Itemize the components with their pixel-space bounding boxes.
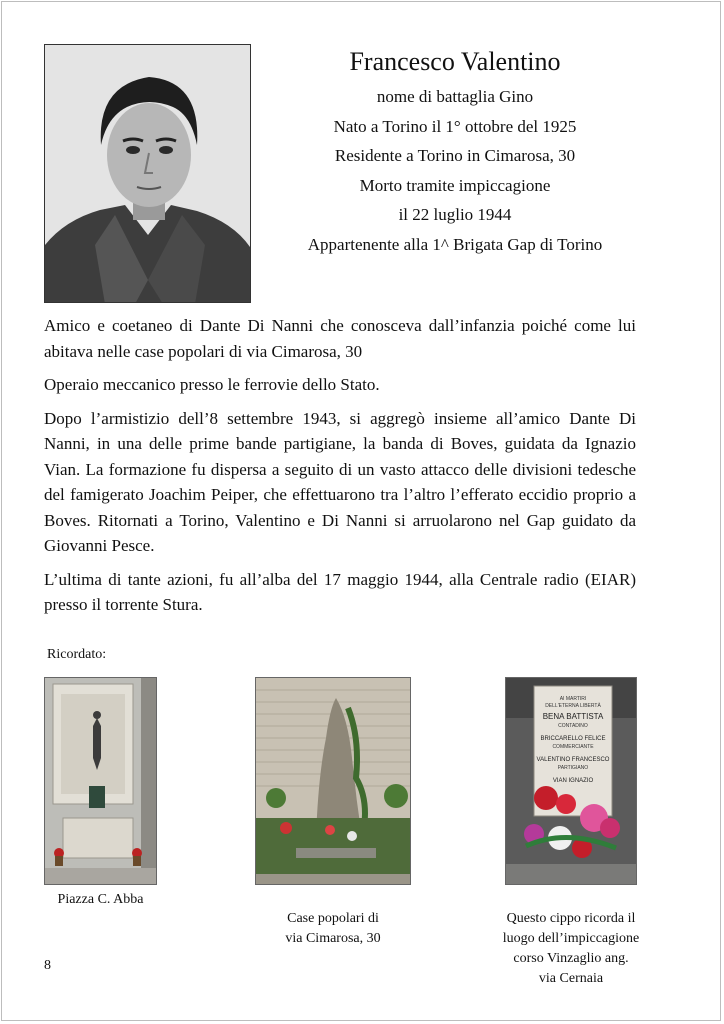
portrait-photo bbox=[44, 44, 251, 303]
death-date: il 22 luglio 1944 bbox=[398, 205, 512, 224]
biography-body bbox=[44, 313, 636, 626]
photo-piazza-abba bbox=[44, 677, 157, 885]
caption-text: Piazza C. Abba bbox=[57, 892, 144, 907]
plaque-text: COMMERCIANTE bbox=[552, 744, 594, 750]
remembered-label: Ricordato: bbox=[47, 647, 107, 662]
death-cause: Morto tramite impiccagione bbox=[359, 175, 551, 195]
paragraph: Amico e coetaneo di Dante Di Nanni che conosceva dall’infanzia poiché come lui abitava nelle case popolari di via Cimarosa, 30 bbox=[44, 316, 636, 361]
plaque-text: DELL'ETERNA LIBERTÀ bbox=[545, 703, 601, 709]
plaque-text: VIAN IGNAZIO bbox=[552, 778, 594, 784]
page-number: 8 bbox=[44, 958, 51, 973]
birth-info: Nato a Torino il 1° ottobre del 1925 bbox=[333, 116, 577, 136]
caption-text: Case popolari di via Cimarosa, 30 bbox=[285, 911, 381, 946]
plaque-text: BRICCARELLO FELICE bbox=[540, 736, 606, 742]
paragraph: Dopo l’armistizio dell’8 settembre 1943, si aggregò insieme all’amico Dante Di Nanni, in una delle prime bande partigiane, la banda di Boves, guidata da Ignazio Vian. La formazione fu dispersa a seguito di un vasto attacco delle divisioni tedesche del famigerato Joachim Peiper, che effettuarono tra l’altro l’efferato eccidio proprio a Boves. Ritornati a Torino, Valentino e Di Nanni si arruolarono nel Gap guidato da Giovanni Pesce. bbox=[44, 408, 636, 555]
plaque-text: BENA BATTISTA bbox=[542, 712, 604, 721]
paragraph: L’ultima di tante azioni, fu all’alba del 17 maggio 1944, alla Centrale radio (EIAR) presso il torrente Stura. bbox=[44, 569, 636, 614]
biography-header bbox=[270, 44, 640, 259]
plaque-text: AI MARTIRI bbox=[559, 696, 587, 702]
brigade-info: Appartenente alla 1^ Brigata Gap di Torino bbox=[307, 234, 603, 254]
paragraph: Operaio meccanico presso le ferrovie dello Stato. bbox=[44, 375, 380, 394]
plaque-text: VALENTINO FRANCESCO bbox=[536, 757, 610, 763]
plaque-text: CONTADINO bbox=[558, 723, 588, 729]
photo-memorial-stone bbox=[505, 677, 637, 885]
caption-memorial-stone bbox=[488, 889, 654, 989]
person-name: Francesco Valentino bbox=[349, 47, 561, 76]
caption-case-popolari bbox=[248, 889, 418, 949]
residence-info: Residente a Torino in Cimarosa, 30 bbox=[334, 146, 576, 165]
caption-piazza-abba bbox=[34, 890, 167, 910]
caption-text: Questo cippo ricorda il luogo dell’impiccagione corso Vinzaglio ang. via Cernaia bbox=[502, 911, 640, 986]
battle-name: nome di battaglia Gino bbox=[376, 87, 534, 106]
plaque-text: PARTIGIANO bbox=[557, 765, 589, 771]
photo-case-popolari bbox=[255, 677, 411, 885]
